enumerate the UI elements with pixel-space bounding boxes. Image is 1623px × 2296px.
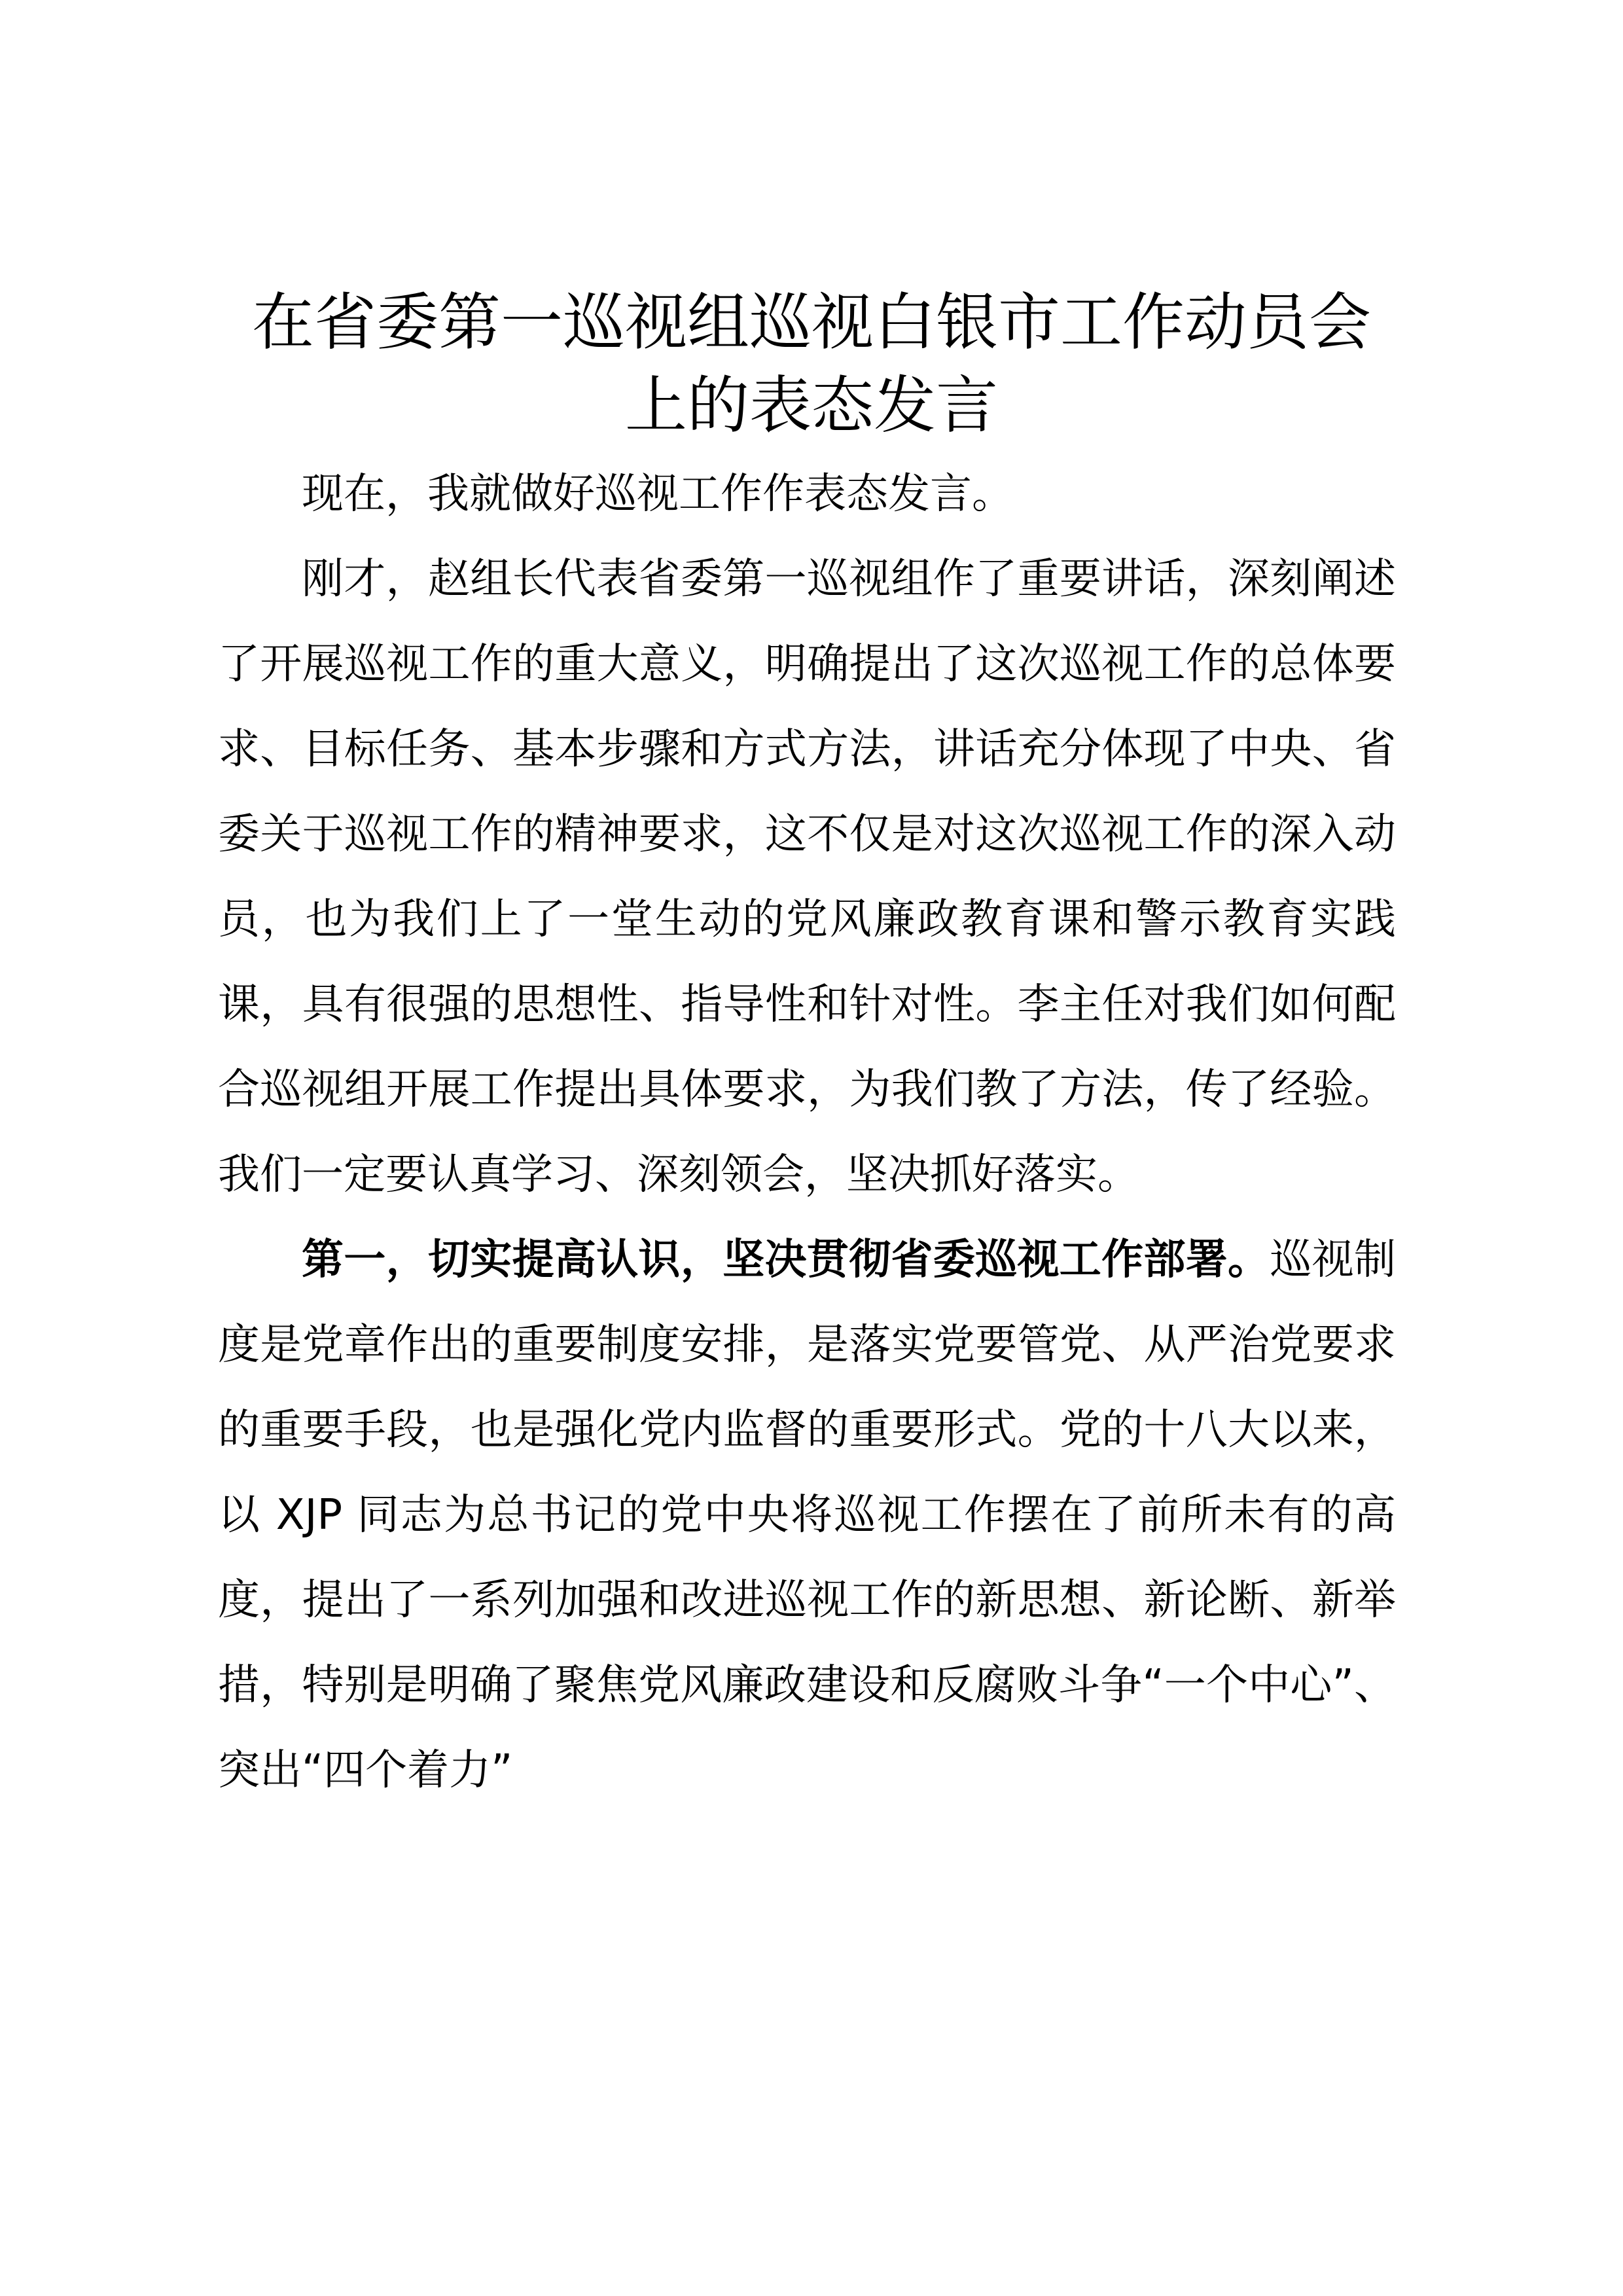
paragraph-first-point (218, 1217, 1396, 1813)
document-body (218, 452, 1396, 1813)
document-title-line-2: 上的表态发言 (624, 370, 998, 442)
paragraph-response (218, 537, 1396, 1217)
paragraph-opening (218, 452, 1396, 537)
paragraph-opening-text: 现在，我就做好巡视工作作表态发言。 (302, 470, 1014, 518)
document-title-line-1: 在省委第一巡视组巡视白银市工作动员会 (251, 287, 1371, 359)
paragraph-response-text: 刚才，赵组长代表省委第一巡视组作了重要讲话，深刻阐述了开展巡视工作的重大意义，明确提出了这次巡视工作的总体要求、目标任务、基本步骤和方式方法，讲话充分体现了中央、省委关于巡视工作的精神要求，这不仅是对这次巡视工作的深入动员，也为我们上了一堂生动的党风廉政教育课和警示教育实践课，具有很强的思想性、指导性和针对性。李主任对我们如何配合巡视组开展工作提出具体要求，为我们教了方法，传了经验。我们一定要认真学习、深刻领会，坚决抓好落实。 (218, 555, 1396, 1199)
paragraph-first-point-heading: 第一，切实提高认识，坚决贯彻省委巡视工作部署。 (302, 1236, 1270, 1284)
paragraph-first-point-text: 巡视制度是党章作出的重要制度安排，是落实党要管党、从严治党要求的重要手段，也是强化党内监督的重要形式。党的十八大以来，以 XJP 同志为总书记的党中央将巡视工作摆在了前所未有的高度，提出了一系列加强和改进巡视工作的新思想、新论断、新举措，特别是明确了聚焦党风廉政建设和反腐败斗争“一个中心”、突出“四个着力” (218, 1236, 1396, 1795)
